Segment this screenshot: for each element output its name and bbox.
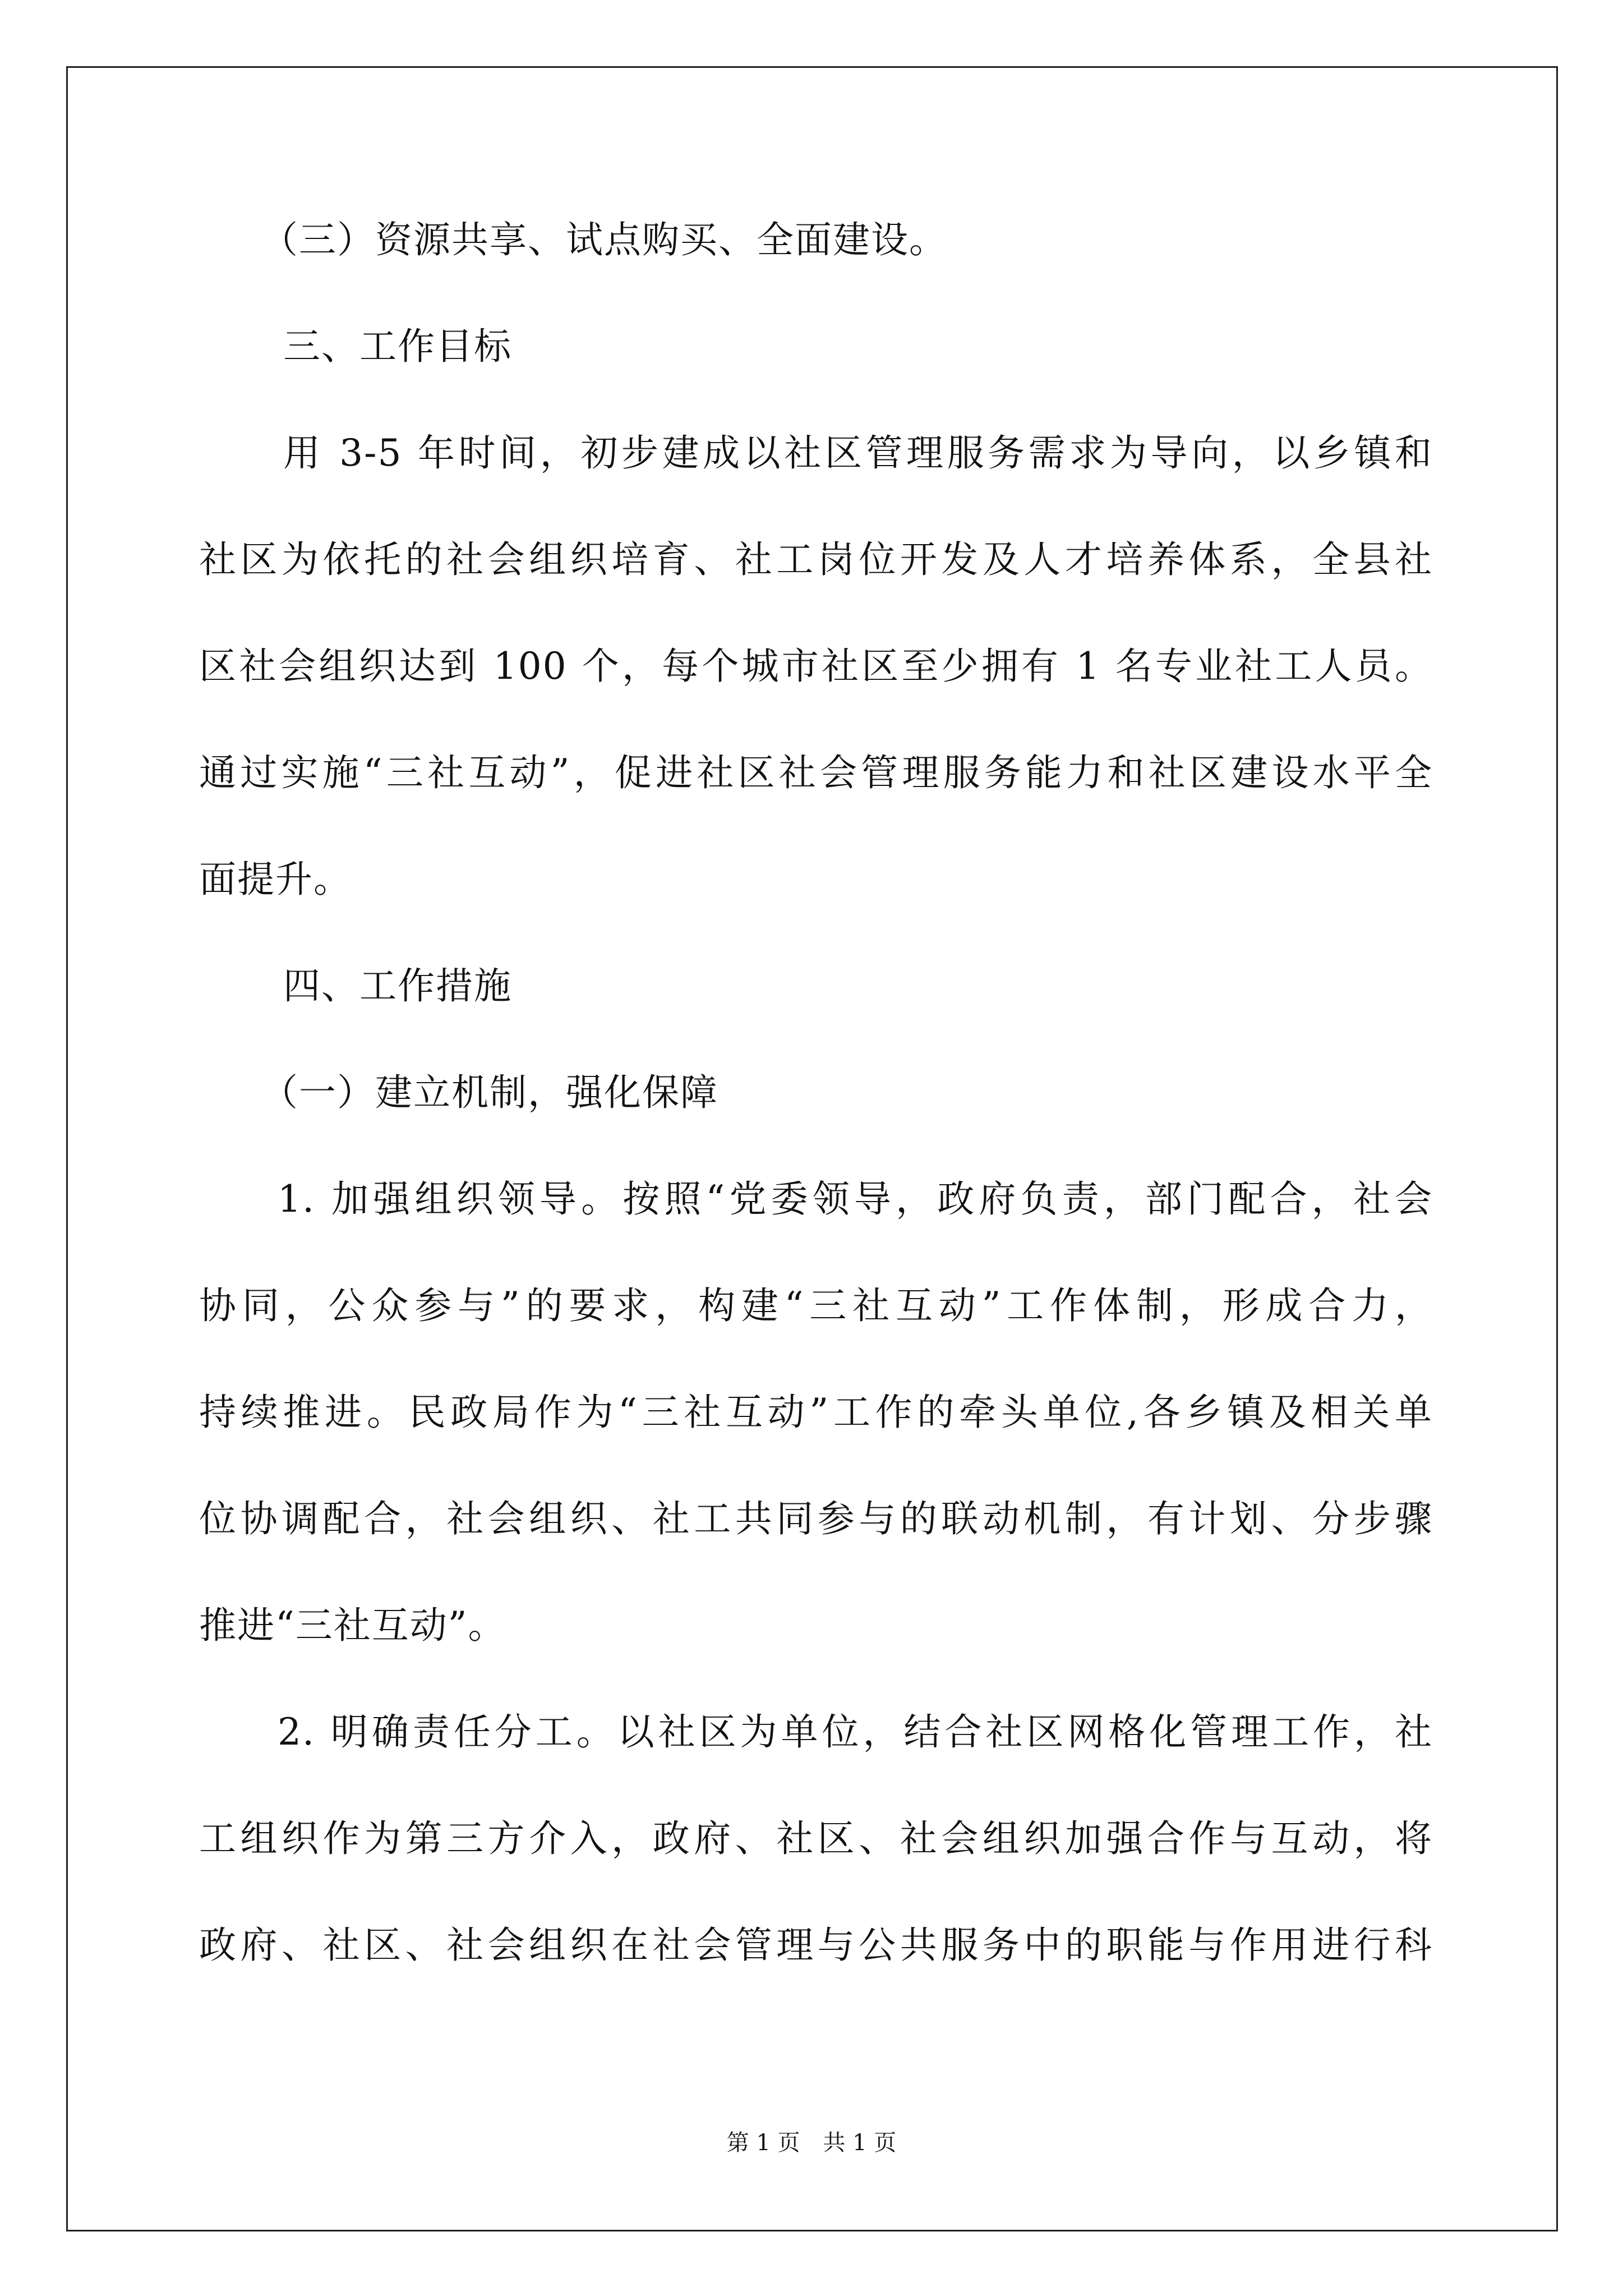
paragraph-line: 用 3-5 年时间，初步建成以社区管理服务需求为导向，以乡镇和 [283, 431, 1433, 475]
paragraph-line: 通过实施“三社互动”，促进社区社会管理服务能力和社区建设水平全 [199, 751, 1433, 794]
heading-work-goals: 三、工作目标 [283, 325, 512, 368]
paragraph-line: 工组织作为第三方介入，政府、社区、社会组织加强合作与互动，将 [199, 1817, 1433, 1860]
paragraph-line: 区社会组织达到 100 个，每个城市社区至少拥有 1 名专业社工人员。 [199, 645, 1433, 688]
paragraph-line: 推进“三社互动”。 [199, 1604, 506, 1647]
subheading-resource-sharing: （三）资源共享、试点购买、全面建设。 [261, 218, 947, 261]
paragraph-line: 位协调配合，社会组织、社工共同参与的联动机制，有计划、分步骤 [199, 1497, 1433, 1540]
page-footer [0, 2129, 1623, 2157]
page-number: 第 1 页 [726, 2130, 800, 2156]
paragraph-line: 面提升。 [199, 858, 352, 901]
paragraph-line: 2. 明确责任分工。以社区为单位，结合社区网格化管理工作，社 [278, 1710, 1433, 1754]
paragraph-line: 协同，公众参与”的要求，构建“三社互动”工作体制，形成合力， [199, 1284, 1433, 1327]
paragraph-line: 1. 加强组织领导。按照“党委领导，政府负责，部门配合，社会 [278, 1177, 1433, 1221]
heading-work-measures: 四、工作措施 [283, 964, 512, 1007]
subheading-establish-mechanism: （一）建立机制，强化保障 [261, 1071, 718, 1114]
page-border [66, 66, 1558, 2231]
page-total: 共 1 页 [823, 2130, 897, 2156]
paragraph-line: 社区为依托的社会组织培育、社工岗位开发及人才培养体系，全县社 [199, 538, 1433, 581]
paragraph-line: 持续推进。民政局作为“三社互动”工作的牵头单位,各乡镇及相关单 [199, 1391, 1433, 1434]
paragraph-line: 政府、社区、社会组织在社会管理与公共服务中的职能与作用进行科 [199, 1924, 1433, 1967]
